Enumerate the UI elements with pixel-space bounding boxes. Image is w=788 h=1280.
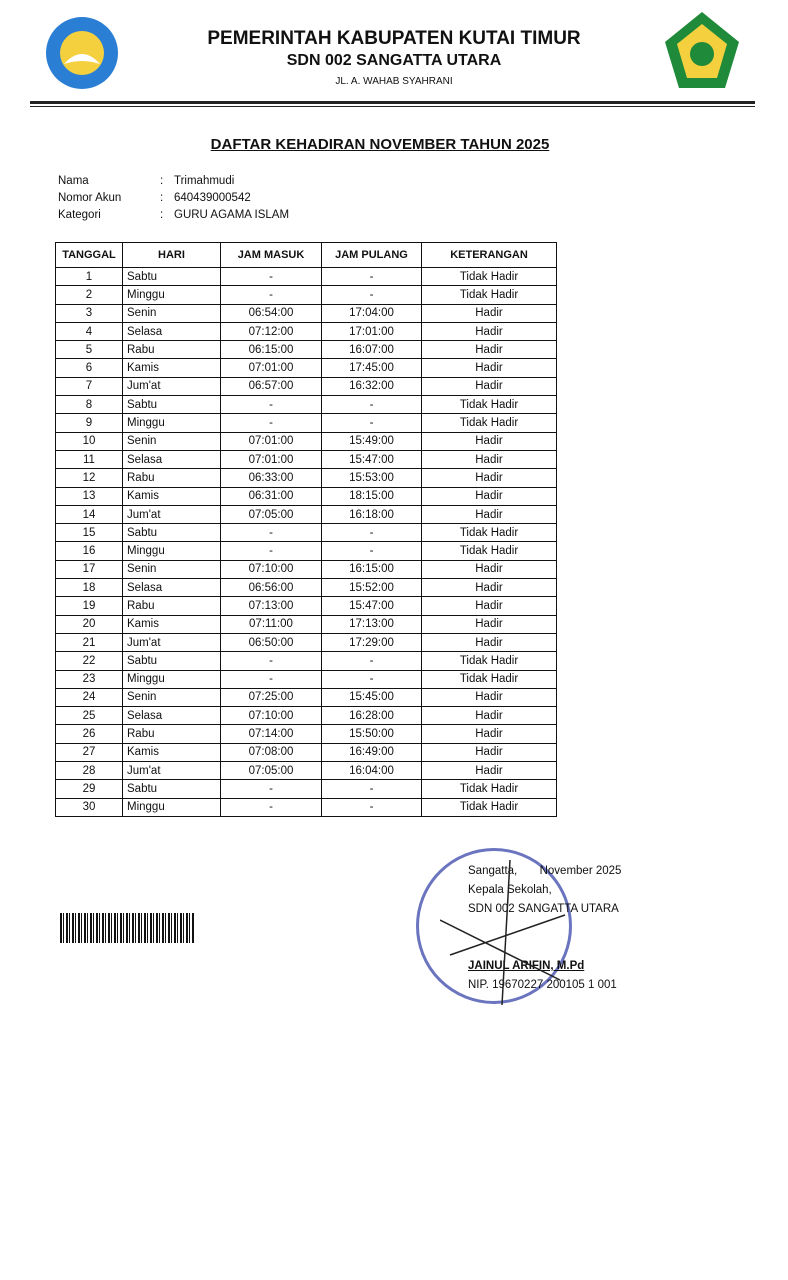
check-out-cell: 16:18:00: [322, 505, 422, 523]
day-cell: Kamis: [123, 487, 221, 505]
check-in-cell: 06:31:00: [221, 487, 322, 505]
table-row: [56, 414, 557, 432]
check-in-cell: 07:10:00: [221, 560, 322, 578]
day-cell: Minggu: [123, 798, 221, 816]
date-cell: 10: [56, 432, 123, 450]
date-cell: 11: [56, 450, 123, 468]
date-cell: 7: [56, 377, 123, 395]
check-out-cell: 15:53:00: [322, 469, 422, 487]
date-cell: 4: [56, 322, 123, 340]
date-cell: 28: [56, 762, 123, 780]
status-cell: Tidak Hadir: [422, 542, 557, 560]
column-header: TANGGAL: [56, 243, 123, 268]
check-out-cell: 16:32:00: [322, 377, 422, 395]
day-cell: Senin: [123, 432, 221, 450]
check-in-cell: -: [221, 524, 322, 542]
check-out-cell: 16:15:00: [322, 560, 422, 578]
check-in-cell: -: [221, 780, 322, 798]
attendance-table: [55, 242, 557, 817]
day-cell: Kamis: [123, 743, 221, 761]
day-cell: Sabtu: [123, 268, 221, 286]
table-row: [56, 304, 557, 322]
check-in-cell: -: [221, 542, 322, 560]
school-address: JL. A. WAHAB SYAHRANI: [335, 76, 453, 87]
status-cell: Hadir: [422, 487, 557, 505]
check-in-cell: -: [221, 670, 322, 688]
date-cell: 25: [56, 707, 123, 725]
barcode: [60, 913, 194, 943]
table-row: [56, 396, 557, 414]
check-out-cell: 15:45:00: [322, 688, 422, 706]
day-cell: Selasa: [123, 450, 221, 468]
info-value: GURU AGAMA ISLAM: [174, 209, 290, 221]
table-row: [56, 268, 557, 286]
check-out-cell: 17:13:00: [322, 615, 422, 633]
day-cell: Sabtu: [123, 780, 221, 798]
status-cell: Hadir: [422, 597, 557, 615]
table-row: [56, 579, 557, 597]
day-cell: Jum'at: [123, 762, 221, 780]
check-out-cell: 15:50:00: [322, 725, 422, 743]
date-cell: 1: [56, 268, 123, 286]
date-cell: 8: [56, 396, 123, 414]
status-cell: Hadir: [422, 579, 557, 597]
status-cell: Hadir: [422, 432, 557, 450]
check-out-cell: 16:28:00: [322, 707, 422, 725]
table-row: [56, 469, 557, 487]
check-in-cell: 07:05:00: [221, 762, 322, 780]
table-row: [56, 798, 557, 816]
column-header: HARI: [123, 243, 221, 268]
status-cell: Hadir: [422, 377, 557, 395]
status-cell: Tidak Hadir: [422, 414, 557, 432]
table-row: [56, 615, 557, 633]
table-row: [56, 322, 557, 340]
day-cell: Selasa: [123, 707, 221, 725]
date-cell: 6: [56, 359, 123, 377]
date-cell: 15: [56, 524, 123, 542]
signer-nip: NIP. 19670227 200105 1 001: [468, 979, 617, 991]
info-label: Kategori: [58, 209, 101, 221]
info-row: [58, 209, 289, 226]
check-in-cell: 06:54:00: [221, 304, 322, 322]
table-row: [56, 542, 557, 560]
day-cell: Rabu: [123, 341, 221, 359]
day-cell: Kamis: [123, 615, 221, 633]
date-cell: 14: [56, 505, 123, 523]
check-in-cell: 06:50:00: [221, 633, 322, 651]
day-cell: Sabtu: [123, 396, 221, 414]
check-out-cell: 15:49:00: [322, 432, 422, 450]
signer-school: SDN 002 SANGATTA UTARA: [468, 903, 619, 915]
check-out-cell: -: [322, 268, 422, 286]
check-out-cell: 17:45:00: [322, 359, 422, 377]
info-value: Trimahmudi: [174, 175, 235, 187]
date-cell: 24: [56, 688, 123, 706]
day-cell: Sabtu: [123, 524, 221, 542]
status-cell: Hadir: [422, 469, 557, 487]
day-cell: Minggu: [123, 286, 221, 304]
check-out-cell: -: [322, 542, 422, 560]
table-row: [56, 670, 557, 688]
check-out-cell: 16:04:00: [322, 762, 422, 780]
check-in-cell: 07:13:00: [221, 597, 322, 615]
check-in-cell: -: [221, 268, 322, 286]
date-cell: 2: [56, 286, 123, 304]
status-cell: Tidak Hadir: [422, 780, 557, 798]
day-cell: Minggu: [123, 542, 221, 560]
day-cell: Minggu: [123, 414, 221, 432]
status-cell: Hadir: [422, 341, 557, 359]
status-cell: Hadir: [422, 359, 557, 377]
divider: [30, 101, 755, 104]
info-colon: :: [160, 175, 164, 187]
table-row: [56, 505, 557, 523]
check-in-cell: 06:56:00: [221, 579, 322, 597]
day-cell: Rabu: [123, 725, 221, 743]
check-out-cell: 17:01:00: [322, 322, 422, 340]
table-row: [56, 487, 557, 505]
date-cell: 5: [56, 341, 123, 359]
status-cell: Hadir: [422, 633, 557, 651]
school-name: SDN 002 SANGATTA UTARA: [286, 52, 502, 69]
check-out-cell: -: [322, 798, 422, 816]
check-out-cell: 17:29:00: [322, 633, 422, 651]
check-out-cell: -: [322, 414, 422, 432]
table-row: [56, 652, 557, 670]
table-row: [56, 377, 557, 395]
table-row: [56, 597, 557, 615]
table-row: [56, 359, 557, 377]
signer-role: Kepala Sekolah,: [468, 884, 552, 896]
info-label: Nomor Akun: [58, 192, 122, 204]
date-cell: 13: [56, 487, 123, 505]
day-cell: Senin: [123, 304, 221, 322]
check-out-cell: -: [322, 396, 422, 414]
check-out-cell: -: [322, 524, 422, 542]
info-row: [58, 175, 289, 192]
status-cell: Tidak Hadir: [422, 798, 557, 816]
status-cell: Hadir: [422, 743, 557, 761]
date-cell: 3: [56, 304, 123, 322]
date-cell: 26: [56, 725, 123, 743]
check-out-cell: 15:47:00: [322, 597, 422, 615]
check-out-cell: 15:47:00: [322, 450, 422, 468]
place-date: Sangatta, November 2025: [468, 865, 622, 877]
status-cell: Hadir: [422, 615, 557, 633]
day-cell: Minggu: [123, 670, 221, 688]
check-out-cell: 17:04:00: [322, 304, 422, 322]
date-cell: 18: [56, 579, 123, 597]
status-cell: Hadir: [422, 725, 557, 743]
date-cell: 23: [56, 670, 123, 688]
check-out-cell: 16:07:00: [322, 341, 422, 359]
table-row: [56, 432, 557, 450]
government-name: PEMERINTAH KABUPATEN KUTAI TIMUR: [207, 28, 581, 49]
info-label: Nama: [58, 175, 89, 187]
info-row: [58, 192, 289, 209]
check-out-cell: 16:49:00: [322, 743, 422, 761]
check-in-cell: 07:01:00: [221, 450, 322, 468]
check-in-cell: 06:57:00: [221, 377, 322, 395]
date-cell: 30: [56, 798, 123, 816]
day-cell: Senin: [123, 688, 221, 706]
status-cell: Hadir: [422, 688, 557, 706]
check-in-cell: 07:05:00: [221, 505, 322, 523]
date-cell: 22: [56, 652, 123, 670]
check-in-cell: 07:08:00: [221, 743, 322, 761]
date-cell: 19: [56, 597, 123, 615]
column-header: JAM PULANG: [322, 243, 422, 268]
status-cell: Tidak Hadir: [422, 524, 557, 542]
date-cell: 20: [56, 615, 123, 633]
table-row: [56, 762, 557, 780]
signer-name: JAINUL ARIFIN, M.Pd: [468, 960, 585, 972]
table-row: [56, 688, 557, 706]
table-row: [56, 560, 557, 578]
check-in-cell: 07:11:00: [221, 615, 322, 633]
check-out-cell: -: [322, 670, 422, 688]
check-out-cell: -: [322, 780, 422, 798]
check-in-cell: -: [221, 396, 322, 414]
check-in-cell: -: [221, 414, 322, 432]
check-in-cell: 07:01:00: [221, 359, 322, 377]
status-cell: Tidak Hadir: [422, 652, 557, 670]
check-in-cell: -: [221, 798, 322, 816]
table-row: [56, 633, 557, 651]
status-cell: Hadir: [422, 505, 557, 523]
day-cell: Selasa: [123, 322, 221, 340]
table-row: [56, 524, 557, 542]
date-cell: 9: [56, 414, 123, 432]
date-cell: 17: [56, 560, 123, 578]
date-cell: 12: [56, 469, 123, 487]
check-in-cell: 07:01:00: [221, 432, 322, 450]
table-row: [56, 780, 557, 798]
table-row: [56, 450, 557, 468]
day-cell: Jum'at: [123, 505, 221, 523]
info-colon: :: [160, 192, 164, 204]
check-in-cell: 07:12:00: [221, 322, 322, 340]
check-in-cell: -: [221, 286, 322, 304]
status-cell: Tidak Hadir: [422, 396, 557, 414]
status-cell: Hadir: [422, 560, 557, 578]
day-cell: Rabu: [123, 469, 221, 487]
date-cell: 21: [56, 633, 123, 651]
day-cell: Jum'at: [123, 633, 221, 651]
day-cell: Senin: [123, 560, 221, 578]
check-out-cell: 15:52:00: [322, 579, 422, 597]
status-cell: Hadir: [422, 450, 557, 468]
check-in-cell: -: [221, 652, 322, 670]
day-cell: Selasa: [123, 579, 221, 597]
status-cell: Hadir: [422, 304, 557, 322]
status-cell: Tidak Hadir: [422, 286, 557, 304]
status-cell: Hadir: [422, 762, 557, 780]
column-header: KETERANGAN: [422, 243, 557, 268]
day-cell: Jum'at: [123, 377, 221, 395]
check-in-cell: 07:10:00: [221, 707, 322, 725]
date-cell: 16: [56, 542, 123, 560]
day-cell: Sabtu: [123, 652, 221, 670]
signature-scribble: [440, 860, 570, 1010]
status-cell: Tidak Hadir: [422, 268, 557, 286]
status-cell: Hadir: [422, 707, 557, 725]
check-out-cell: -: [322, 652, 422, 670]
day-cell: Kamis: [123, 359, 221, 377]
info-colon: :: [160, 209, 164, 221]
employee-info: [58, 175, 289, 226]
check-in-cell: 06:33:00: [221, 469, 322, 487]
document-title: DAFTAR KEHADIRAN NOVEMBER TAHUN 2025: [210, 136, 550, 153]
check-out-cell: 18:15:00: [322, 487, 422, 505]
table-row: [56, 743, 557, 761]
date-cell: 27: [56, 743, 123, 761]
info-value: 640439000542: [174, 192, 251, 204]
table-row: [56, 286, 557, 304]
check-in-cell: 07:25:00: [221, 688, 322, 706]
divider: [30, 106, 755, 107]
check-in-cell: 07:14:00: [221, 725, 322, 743]
date-cell: 29: [56, 780, 123, 798]
day-cell: Rabu: [123, 597, 221, 615]
check-out-cell: -: [322, 286, 422, 304]
table-row: [56, 725, 557, 743]
table-row: [56, 341, 557, 359]
status-cell: Hadir: [422, 322, 557, 340]
table-row: [56, 707, 557, 725]
status-cell: Tidak Hadir: [422, 670, 557, 688]
check-in-cell: 06:15:00: [221, 341, 322, 359]
column-header: JAM MASUK: [221, 243, 322, 268]
